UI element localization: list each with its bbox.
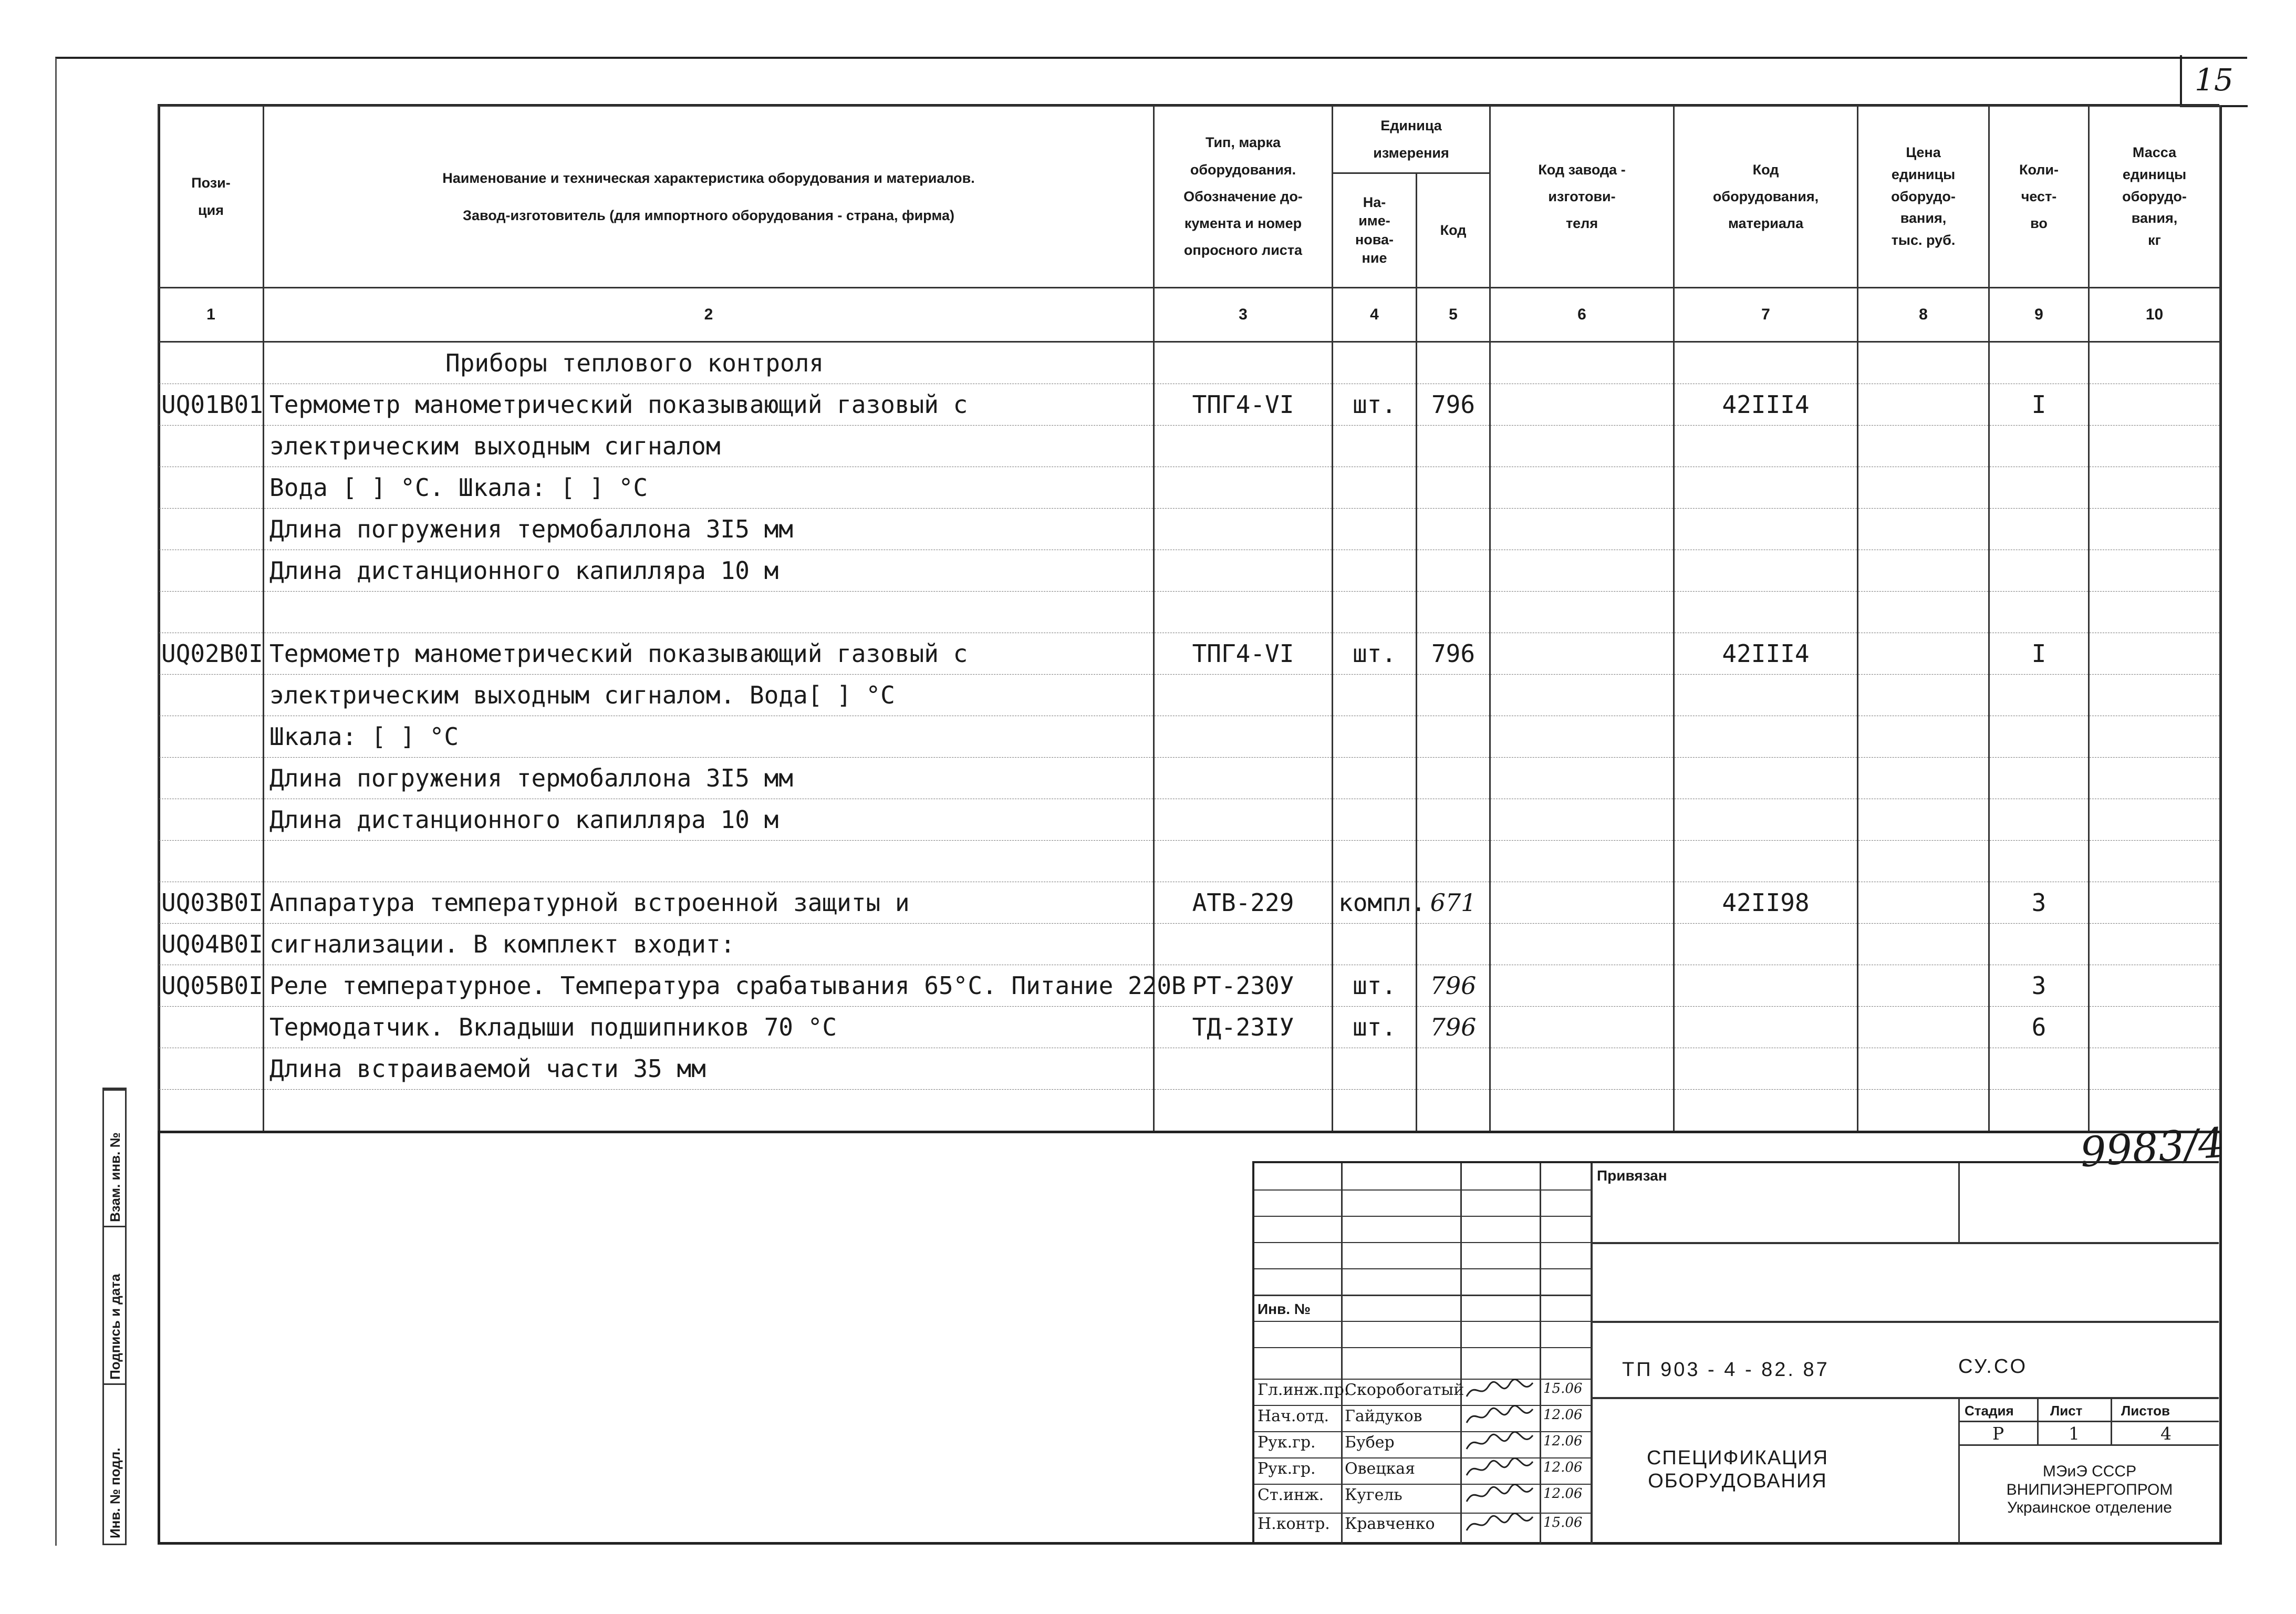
cell-equipment-code [1674,675,1858,716]
table-row [159,675,2220,716]
cell-price [1858,1007,1989,1048]
side-cell-inv [104,1383,125,1544]
header-type: Тип, марка оборудования. Обозначение до- кумента и номер опросного листа [1154,106,1333,288]
cell-name: Шкала: [ ] °С [264,716,1154,758]
cell-type: ТД-23IУ [1154,1007,1333,1048]
cell-price [1858,384,1989,426]
cell-unit-code: 796 [1417,965,1490,1007]
cell-type [1154,426,1333,467]
cell-unit-name [1333,1048,1417,1090]
table-body [159,288,2220,1132]
header-quantity: Коли- чест- во [1989,106,2089,288]
cell-name: Длина дистанционного капилляра 10 м [264,799,1154,841]
cell-unit-name: шт. [1333,965,1417,1007]
cell-equipment-code [1674,1090,1858,1132]
cell-unit-name: шт. [1333,384,1417,426]
signer-date: 15.06 [1543,1515,1583,1530]
cell-price [1858,633,1989,675]
cell-factory-code [1490,1007,1674,1048]
cell-position: UQ03B0I [159,882,264,924]
cell-price [1858,965,1989,1007]
cell-quantity: 6 [1989,1007,2089,1048]
table-row [159,758,2220,799]
cell-type [1154,716,1333,758]
cell-factory-code [1490,509,1674,550]
cell-quantity: I [1989,633,2089,675]
colnum-9: 9 [1989,288,2089,342]
cell-position [159,758,264,799]
cell-factory-code [1490,758,1674,799]
signature-scribble [1464,1405,1535,1433]
cell-price [1858,841,1989,882]
cell-type [1154,675,1333,716]
cell-type [1154,799,1333,841]
cell-equipment-code [1674,426,1858,467]
archive-number-handwritten: 9983/4 [2079,1119,2226,1177]
cell-unit-code [1417,758,1490,799]
cell-quantity: 3 [1989,965,2089,1007]
cell-type [1154,509,1333,550]
colnum-2: 2 [264,288,1154,342]
signer-role: Гл.инж.пр. [1258,1381,1349,1399]
cell-price [1858,924,1989,965]
value-stage: Р [1992,1423,2004,1444]
cell-factory-code [1490,675,1674,716]
cell-mass [2089,550,2220,592]
cell-unit-name [1333,924,1417,965]
cell-factory-code [1490,592,1674,633]
table-row [159,467,2220,509]
cell-unit-name: шт. [1333,633,1417,675]
cell-equipment-code [1674,550,1858,592]
cell-position [159,509,264,550]
label-inv-no: Инв. № [1258,1301,1311,1317]
cell-quantity [1989,1048,2089,1090]
cell-mass [2089,924,2220,965]
document-suffix: СУ.СО [1958,1356,2028,1378]
cell-price [1858,716,1989,758]
side-cell-sign [104,1226,125,1385]
cell-unit-code: 671 [1417,882,1490,924]
signer-date: 12.06 [1543,1486,1583,1502]
signature-scribble [1464,1457,1535,1485]
cell-factory-code [1490,841,1674,882]
cell-factory-code [1490,716,1674,758]
cell-quantity [1989,841,2089,882]
cell-position [159,675,264,716]
cell-price [1858,509,1989,550]
cell-name: электрическим выходным сигналом. Вода[ ] °С [264,675,1154,716]
cell-quantity: I [1989,384,2089,426]
cell-quantity [1989,467,2089,509]
cell-position [159,592,264,633]
cell-mass [2089,1007,2220,1048]
table-row [159,924,2220,965]
table-row [159,1090,2220,1132]
signer-date: 12.06 [1543,1433,1583,1449]
header-mass: Масса единицы оборудо- вания, кг [2089,106,2220,288]
cell-unit-code: 796 [1417,633,1490,675]
side-cell-vzam [104,1089,125,1227]
cell-position [159,716,264,758]
cell-unit-name [1333,550,1417,592]
cell-mass [2089,633,2220,675]
cell-name: Длина погружения термобаллона 3I5 мм [264,509,1154,550]
signer-name: Гайдуков [1345,1407,1422,1425]
cell-type: РТ-230У [1154,965,1333,1007]
cell-type [1154,467,1333,509]
cell-name [264,841,1154,882]
cell-unit-name [1333,467,1417,509]
cell-position [159,426,264,467]
cell-unit-code [1417,799,1490,841]
cell-equipment-code [1674,467,1858,509]
cell-position [159,1007,264,1048]
cell-position [159,1048,264,1090]
table-row [159,633,2220,675]
cell-type [1154,1048,1333,1090]
table-row [159,965,2220,1007]
colnum-3: 3 [1154,288,1333,342]
cell-mass [2089,342,2220,384]
header-unit-code: Код [1417,173,1490,288]
cell-unit-code [1417,592,1490,633]
signature-scribble [1464,1513,1535,1540]
cell-name: Термодатчик. Вкладыши подшипников 70 °С [264,1007,1154,1048]
cell-name: сигнализации. В комплект входит: [264,924,1154,965]
cell-position: UQ04B0I [159,924,264,965]
cell-name: электрическим выходным сигналом [264,426,1154,467]
cell-equipment-code [1674,1007,1858,1048]
table-row [159,716,2220,758]
cell-quantity [1989,342,2089,384]
cell-unit-name [1333,509,1417,550]
cell-factory-code [1490,633,1674,675]
cell-unit-code [1417,924,1490,965]
signature-scribble [1464,1379,1535,1406]
cell-price [1858,1048,1989,1090]
cell-unit-name: шт. [1333,1007,1417,1048]
cell-factory-code [1490,1090,1674,1132]
header-equipment-code: Код оборудования, материала [1674,106,1858,288]
header-factory-code: Код завода - изготови- теля [1490,106,1674,288]
cell-position [159,467,264,509]
signer-name: Овецкая [1345,1460,1416,1478]
cell-unit-name [1333,799,1417,841]
cell-unit-code [1417,342,1490,384]
cell-mass [2089,384,2220,426]
cell-unit-name [1333,716,1417,758]
cell-unit-code [1417,675,1490,716]
label-sheets: Листов [2121,1403,2170,1419]
cell-type [1154,342,1333,384]
cell-type [1154,758,1333,799]
table-row [159,509,2220,550]
value-sheets: 4 [2160,1423,2172,1444]
cell-equipment-code: 42III4 [1674,633,1858,675]
cell-position [159,799,264,841]
cell-type: ТПГ4-VI [1154,384,1333,426]
cell-factory-code [1490,384,1674,426]
side-label-vzam-inv: Взам. инв. № [107,1132,123,1222]
signer-role: Ст.инж. [1258,1486,1324,1504]
cell-mass [2089,716,2220,758]
cell-equipment-code [1674,924,1858,965]
cell-equipment-code [1674,841,1858,882]
cell-equipment-code [1674,799,1858,841]
cell-factory-code [1490,882,1674,924]
cell-factory-code [1490,799,1674,841]
cell-unit-code [1417,509,1490,550]
cell-quantity [1989,550,2089,592]
cell-mass [2089,675,2220,716]
signature-scribble [1464,1484,1535,1512]
table-row [159,550,2220,592]
cell-unit-code [1417,1090,1490,1132]
header-position: Пози- ция [159,106,264,288]
cell-position [159,1090,264,1132]
cell-equipment-code [1674,592,1858,633]
signer-date: 15.06 [1543,1381,1583,1396]
cell-price [1858,467,1989,509]
value-sheet: 1 [2069,1423,2080,1444]
cell-position: UQ02B0I [159,633,264,675]
side-label-inv-podl: Инв. № подл. [107,1447,123,1538]
cell-unit-code: 796 [1417,384,1490,426]
cell-factory-code [1490,426,1674,467]
signature-scribble [1464,1431,1535,1459]
table-row [159,799,2220,841]
sheet-number: 15 [2195,62,2233,98]
cell-quantity [1989,716,2089,758]
label-stage: Стадия [1965,1403,2014,1419]
colnum-10: 10 [2089,288,2220,342]
cell-name [264,1090,1154,1132]
cell-mass [2089,841,2220,882]
cell-position: UQ01B01 [159,384,264,426]
table-row [159,1048,2220,1090]
cell-position: UQ05B0I [159,965,264,1007]
cell-type [1154,841,1333,882]
cell-name [264,592,1154,633]
cell-position [159,550,264,592]
cell-position [159,342,264,384]
cell-type [1154,1090,1333,1132]
cell-quantity [1989,509,2089,550]
cell-mass [2089,426,2220,467]
table-row [159,841,2220,882]
cell-type [1154,550,1333,592]
cell-name: Приборы теплового контроля [264,342,1154,384]
title-block [1252,1161,2219,1544]
cell-equipment-code: 42III4 [1674,384,1858,426]
colnum-6: 6 [1490,288,1674,342]
cell-unit-name [1333,342,1417,384]
specification-table [158,105,2221,1133]
label-sheet: Лист [2050,1403,2083,1419]
cell-factory-code [1490,550,1674,592]
signer-name: Кравченко [1345,1515,1435,1533]
table-header [159,106,2220,288]
cell-equipment-code [1674,1048,1858,1090]
cell-quantity [1989,426,2089,467]
cell-type [1154,924,1333,965]
cell-equipment-code [1674,509,1858,550]
cell-mass [2089,965,2220,1007]
cell-quantity [1989,924,2089,965]
cell-equipment-code: 42II98 [1674,882,1858,924]
cell-factory-code [1490,342,1674,384]
cell-name: Длина погружения термобаллона 3I5 мм [264,758,1154,799]
cell-price [1858,675,1989,716]
cell-quantity [1989,592,2089,633]
document-number: ТП 903 - 4 - 82. 87 [1622,1359,1830,1381]
cell-name: Термометр манометрический показывающий газовый с [264,384,1154,426]
signer-name: Кугель [1345,1486,1402,1504]
document-title: СПЕЦИФИКАЦИЯ ОБОРУДОВАНИЯ [1646,1447,1829,1492]
cell-price [1858,592,1989,633]
header-name: Наименование и техническая характеристика оборудования и материалов. Завод-изготовитель (для импортного оборудования - страна, фирма) [264,106,1154,288]
cell-factory-code [1490,1048,1674,1090]
cell-factory-code [1490,965,1674,1007]
cell-type: АТВ-229 [1154,882,1333,924]
cell-factory-code [1490,467,1674,509]
cell-name: Вода [ ] °С. Шкала: [ ] °С [264,467,1154,509]
cell-mass [2089,882,2220,924]
cell-name: Аппаратура температурной встроенной защиты и [264,882,1154,924]
cell-type [1154,592,1333,633]
colnum-1: 1 [159,288,264,342]
side-stamp-column [102,1088,127,1545]
cell-unit-code [1417,716,1490,758]
organization-name: МЭиЭ СССР ВНИПИЭНЕРГОПРОМ Украинское отделение [2006,1463,2173,1516]
cell-quantity [1989,799,2089,841]
cell-unit-name [1333,675,1417,716]
cell-quantity: 3 [1989,882,2089,924]
cell-name: Длина встраиваемой части 35 мм [264,1048,1154,1090]
cell-price [1858,426,1989,467]
cell-price [1858,758,1989,799]
cell-unit-code [1417,467,1490,509]
cell-quantity [1989,758,2089,799]
header-unit-group: Единица измерения [1333,106,1490,173]
cell-unit-code [1417,1048,1490,1090]
table-row [159,592,2220,633]
cell-quantity [1989,675,2089,716]
cell-equipment-code [1674,965,1858,1007]
cell-price [1858,342,1989,384]
table-row [159,882,2220,924]
cell-price [1858,882,1989,924]
colnum-5: 5 [1417,288,1490,342]
cell-unit-name: компл. [1333,882,1417,924]
cell-equipment-code [1674,758,1858,799]
signer-date: 12.06 [1543,1460,1583,1475]
cell-mass [2089,592,2220,633]
cell-equipment-code [1674,342,1858,384]
colnum-8: 8 [1858,288,1989,342]
cell-type: ТПГ4-VI [1154,633,1333,675]
cell-mass [2089,799,2220,841]
signer-role: Н.контр. [1258,1515,1330,1533]
header-price: Цена единицы оборудо- вания, тыс. руб. [1858,106,1989,288]
signer-name: Бубер [1345,1433,1395,1452]
signer-role: Рук.гр. [1258,1460,1316,1478]
cell-name: Длина дистанционного капилляра 10 м [264,550,1154,592]
section-row [159,342,2220,384]
cell-unit-name [1333,592,1417,633]
cell-name: Термометр манометрический показывающий газовый с [264,633,1154,675]
side-label-sign-date: Подпись и дата [107,1274,123,1380]
header-unit-name: На- име- нова- ние [1333,173,1417,288]
table-row [159,1007,2220,1048]
cell-unit-name [1333,758,1417,799]
cell-mass [2089,467,2220,509]
signer-role: Рук.гр. [1258,1433,1316,1452]
cell-factory-code [1490,924,1674,965]
cell-unit-code [1417,426,1490,467]
cell-mass [2089,1048,2220,1090]
signer-date: 12.06 [1543,1407,1583,1423]
cell-equipment-code [1674,716,1858,758]
cell-unit-name [1333,1090,1417,1132]
cell-unit-name [1333,426,1417,467]
cell-name: Реле температурное. Температура срабатывания 65°С. Питание 220В [264,965,1154,1007]
table-row [159,384,2220,426]
cell-price [1858,550,1989,592]
table-row [159,426,2220,467]
signer-name: Скоробогатый [1345,1381,1464,1399]
column-number-row [159,288,2220,342]
cell-price [1858,1090,1989,1132]
label-privyazan: Привязан [1597,1167,1667,1184]
cell-mass [2089,509,2220,550]
cell-position [159,841,264,882]
signer-role: Нач.отд. [1258,1407,1329,1425]
cell-unit-code [1417,550,1490,592]
colnum-7: 7 [1674,288,1858,342]
cell-quantity [1989,1090,2089,1132]
colnum-4: 4 [1333,288,1417,342]
cell-price [1858,799,1989,841]
cell-unit-name [1333,841,1417,882]
cell-unit-code: 796 [1417,1007,1490,1048]
cell-mass [2089,758,2220,799]
cell-unit-code [1417,841,1490,882]
